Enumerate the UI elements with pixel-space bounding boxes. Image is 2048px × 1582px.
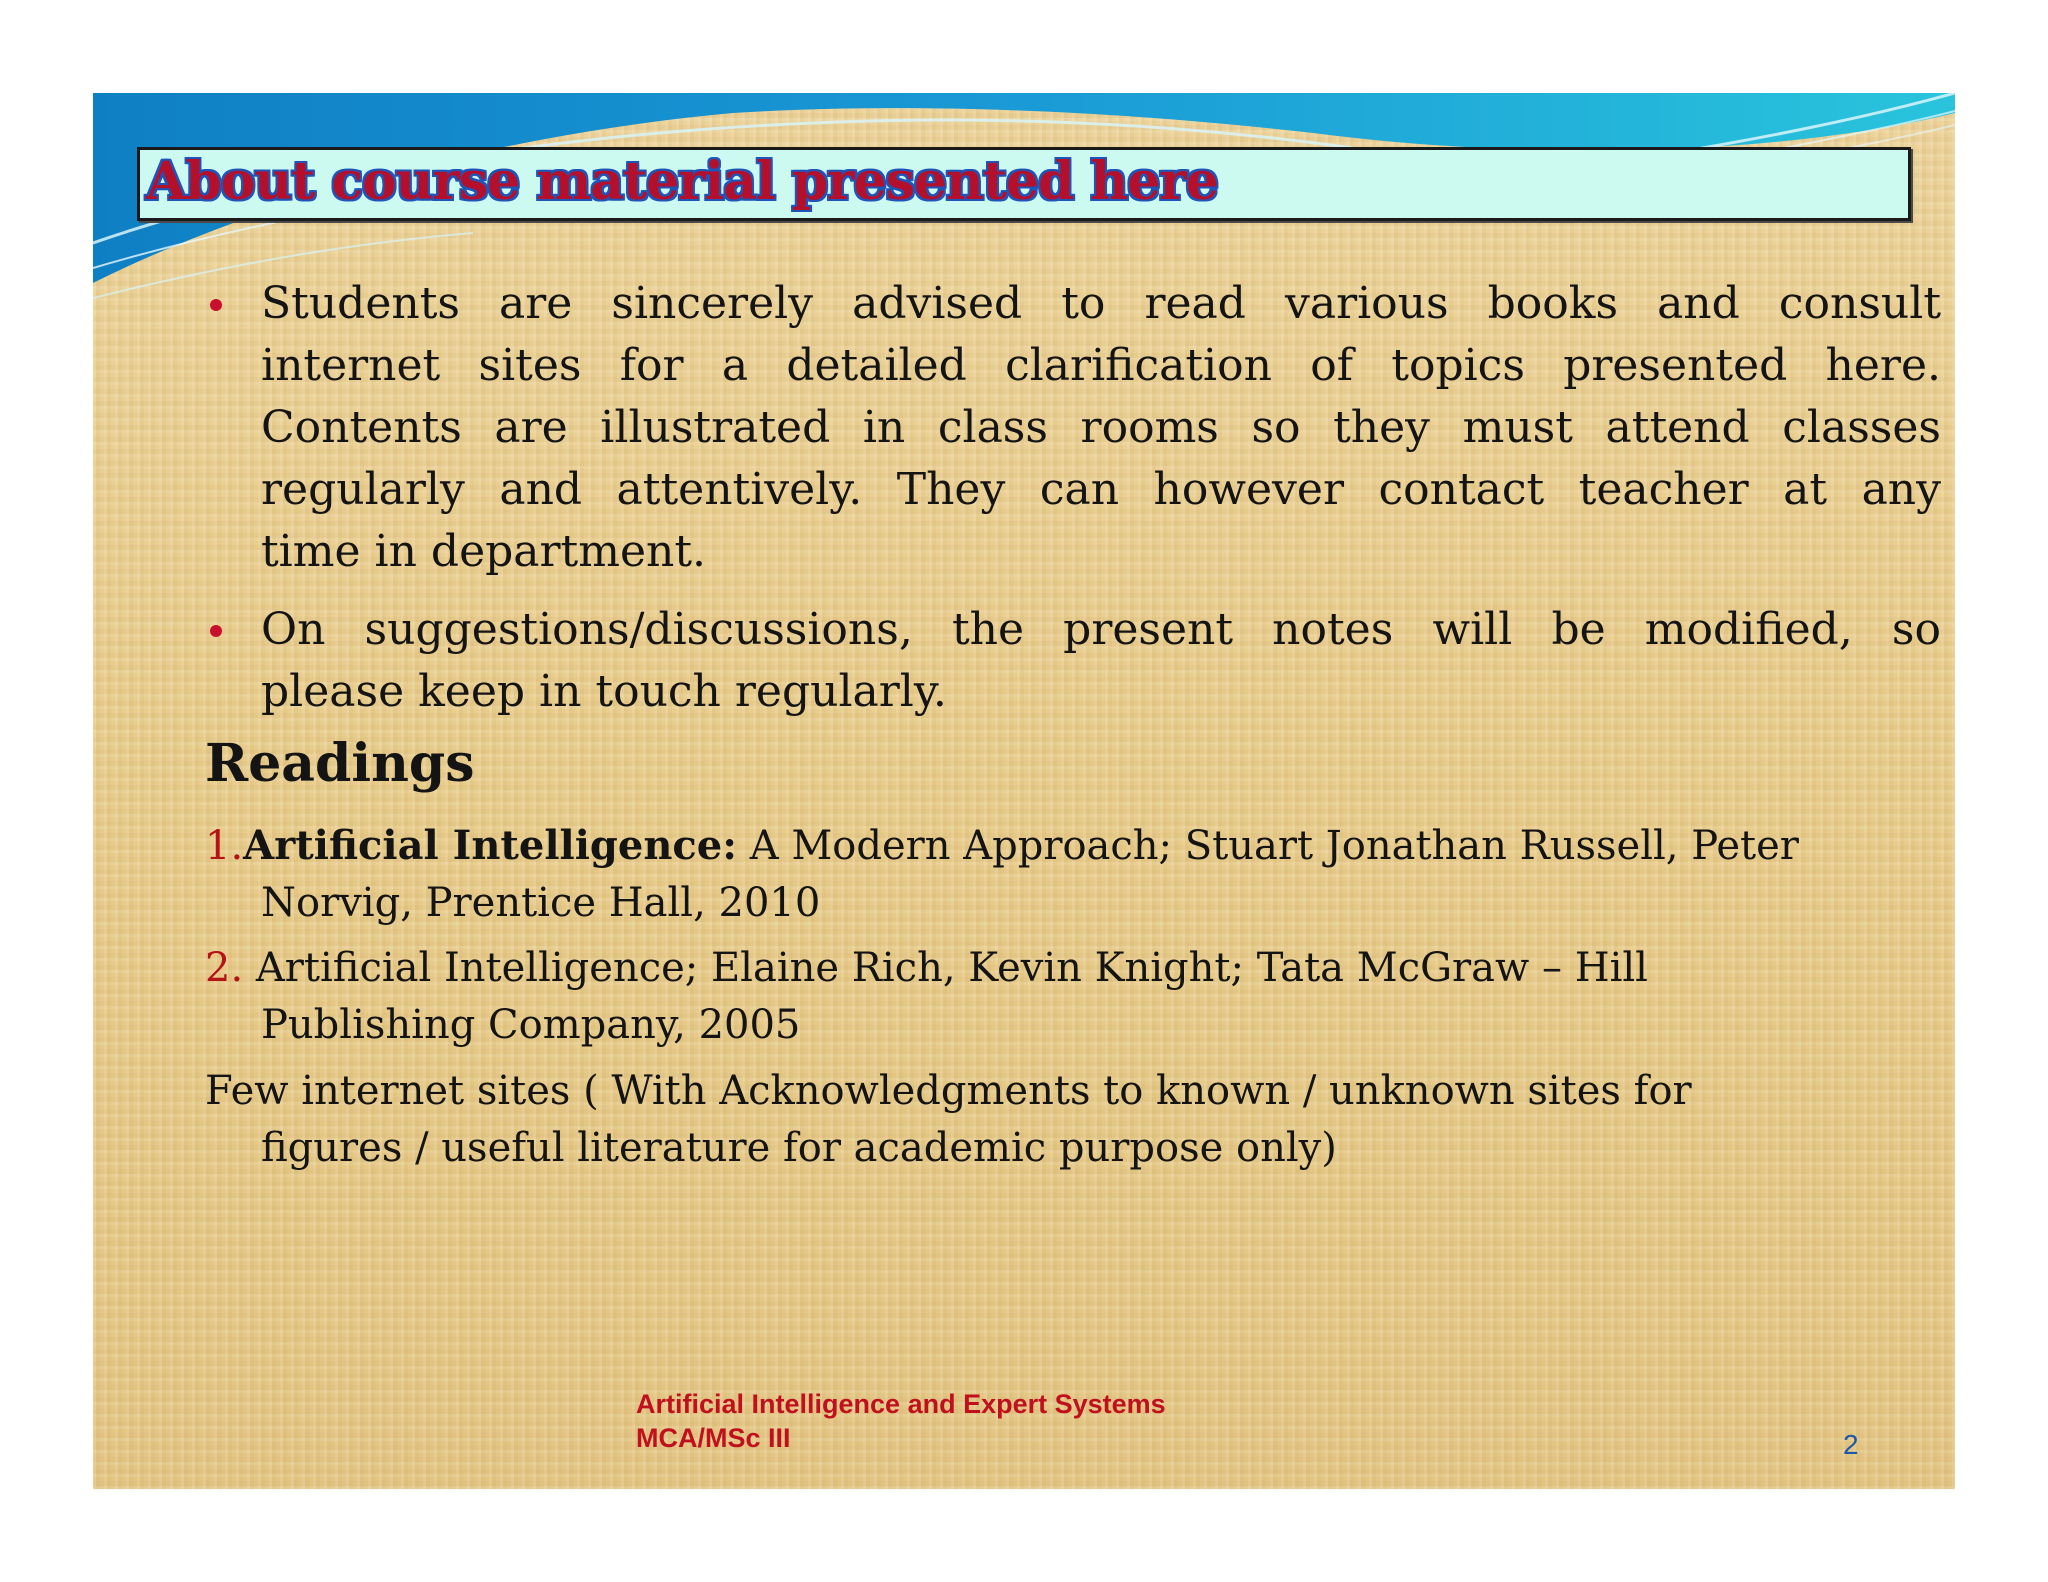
footer-course-name: Artificial Intelligence and Expert Systems — [636, 1389, 1166, 1419]
reference-text-continued: figures / useful literature for academic purpose only) — [261, 1125, 1337, 1171]
bullet-line: On suggestions/discussions, the present notes will be modified, so — [261, 604, 1941, 655]
bullet-marker — [210, 625, 222, 637]
bullet-line: Students are sincerely advised to read various books and consult — [261, 278, 1941, 329]
reference-number: 2. — [205, 945, 244, 991]
title-box — [137, 147, 1911, 221]
reference-number: 1. — [205, 823, 244, 869]
reference-text: Few internet sites ( With Acknowledgments to known / unknown sites for — [205, 1068, 1692, 1114]
bullet-marker — [210, 299, 222, 311]
footer-program: MCA/MSc III — [636, 1423, 791, 1453]
bullet-line: Contents are illustrated in class rooms so they must attend classes — [261, 402, 1941, 453]
bullet-paragraph-1 — [261, 273, 1941, 583]
reference-2 — [205, 940, 1925, 1054]
reference-text: A Modern Approach; Stuart Jonathan Russell, Peter — [737, 823, 1799, 869]
footer-course-info — [636, 1387, 1166, 1455]
bullet-paragraph-2 — [261, 599, 1941, 723]
reference-text-continued: Publishing Company, 2005 — [261, 1002, 801, 1048]
reference-text: Artificial Intelligence; Elaine Rich, Kevin Knight; Tata McGraw – Hill — [243, 945, 1648, 991]
page-number: 2 — [1843, 1429, 1859, 1460]
reference-bold-title: Artificial Intelligence: — [243, 822, 737, 869]
bullet-line: internet sites for a detailed clarification of topics presented here. — [261, 340, 1941, 391]
reference-internet-sites — [205, 1063, 1925, 1177]
bullet-line: please keep in touch regularly. — [261, 666, 947, 717]
reference-text-continued: Norvig, Prentice Hall, 2010 — [261, 880, 821, 926]
slide-title: About course material presented here — [146, 151, 1218, 212]
readings-heading: Readings — [205, 733, 475, 794]
reference-1 — [205, 817, 1925, 932]
bullet-line: regularly and attentively. They can however contact teacher at any — [261, 464, 1941, 515]
bullet-line: time in department. — [261, 526, 706, 577]
slide — [93, 93, 1955, 1489]
